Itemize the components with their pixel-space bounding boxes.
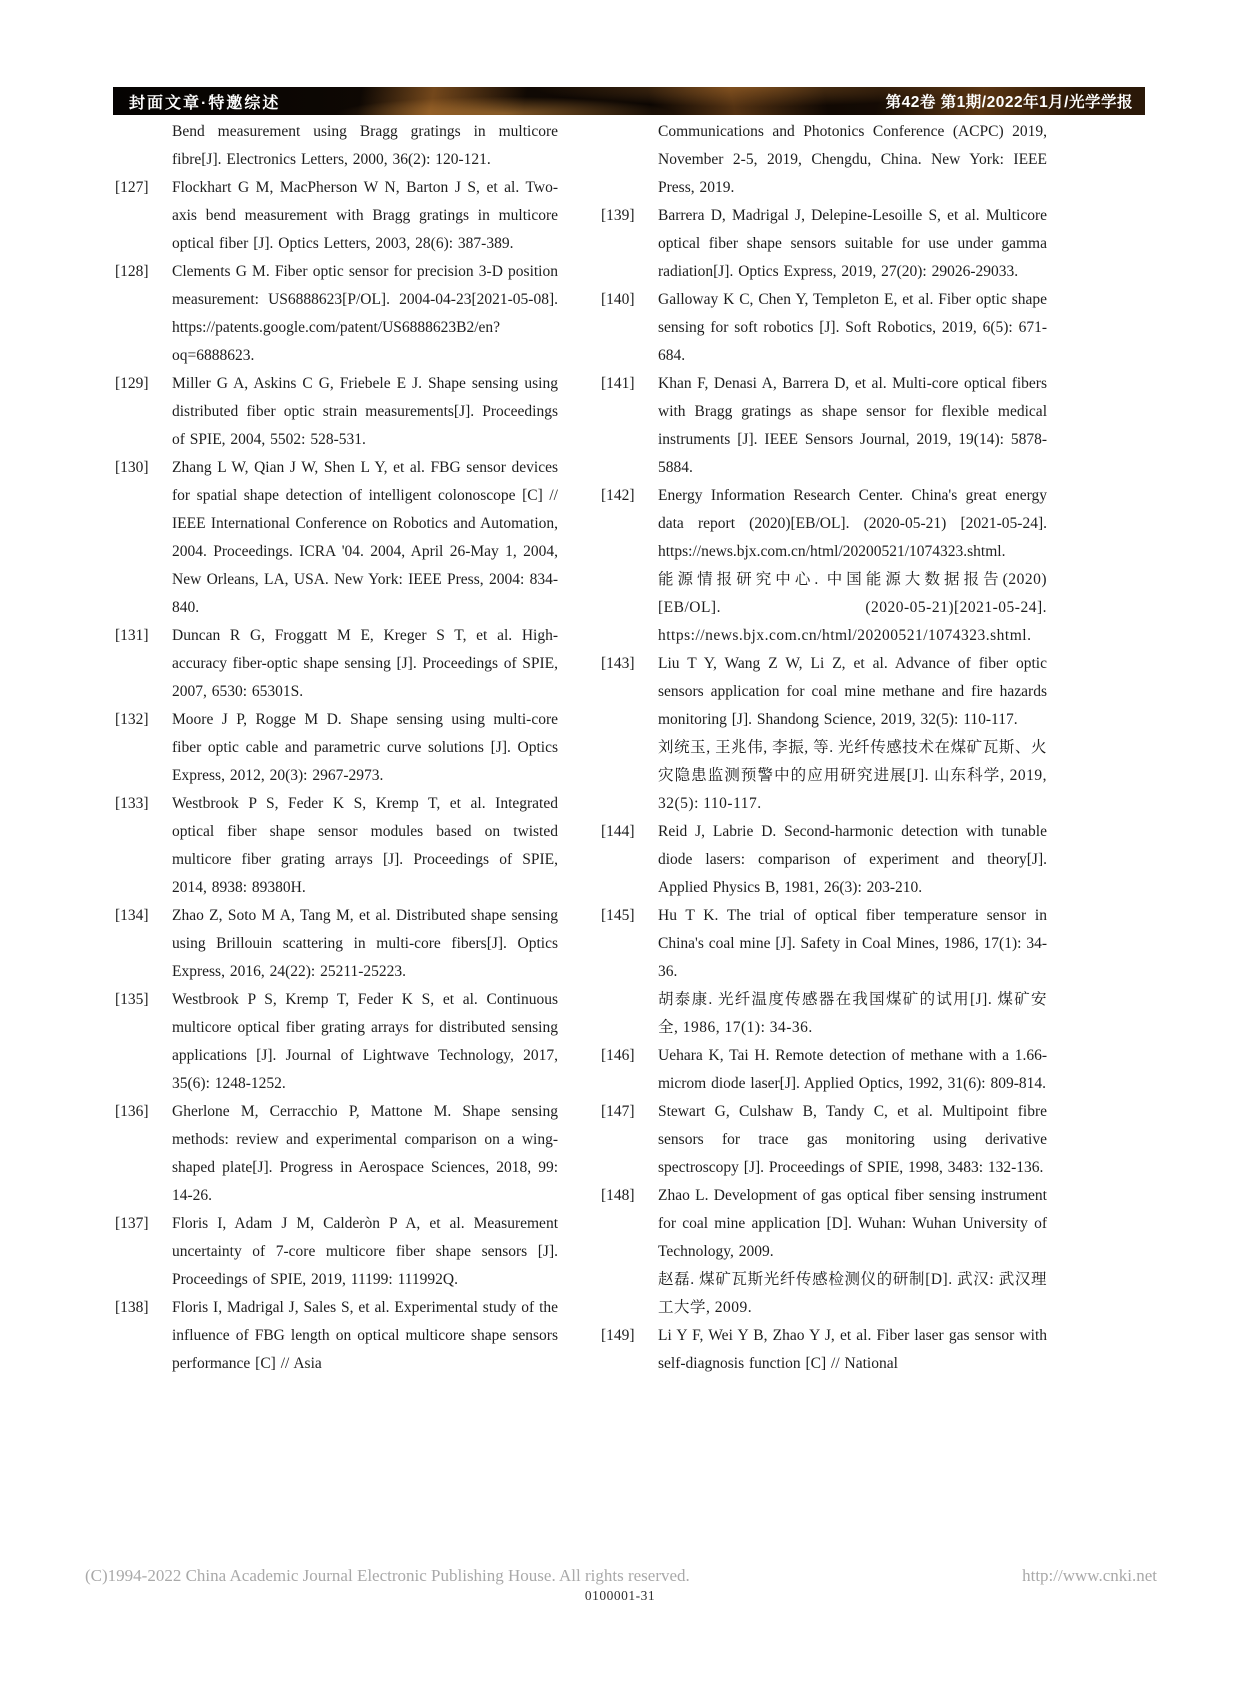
reference-item	[115, 790, 558, 902]
reference-item	[601, 370, 1047, 482]
copyright-text: (C)1994-2022 China Academic Journal Electronic Publishing House. All rights reserved.	[85, 1566, 690, 1585]
reference-number: [128]	[115, 263, 149, 280]
page-number: 0100001-31	[584, 1588, 656, 1603]
reference-text: Stewart G, Culshaw B, Tandy C, et al. Multipoint fibre sensors for trace gas monitoring using derivative spectroscopy [J]. Proceedings of SPIE, 1998, 3483: 132-136.	[658, 1103, 1047, 1176]
header-issue-info: 第42卷 第1期/2022年1月/光学学报	[885, 94, 1133, 111]
reference-text: Communications and Photonics Conference (ACPC) 2019, November 2-5, 2019, Chengdu, China. New York: IEEE Press, 2019.	[658, 123, 1047, 196]
reference-text: Moore J P, Rogge M D. Shape sensing using multi-core fiber optic cable and parametric curve solutions [J]. Optics Express, 2012, 20(3): 2967-2973.	[172, 711, 558, 784]
reference-item	[601, 482, 1047, 650]
reference-number: [144]	[601, 823, 635, 840]
references-column-left	[115, 118, 558, 1378]
reference-number: [146]	[601, 1047, 635, 1064]
footer-copyright-row	[85, 1566, 1157, 1586]
reference-text: Liu T Y, Wang Z W, Li Z, et al. Advance of fiber optic sensors application for coal mine methane and fire hazards monitoring [J]. Shandong Science, 2019, 32(5): 110-117.	[658, 655, 1047, 728]
reference-item	[115, 1210, 558, 1294]
reference-item	[115, 258, 558, 370]
reference-number: [136]	[115, 1103, 149, 1120]
references-column-right	[601, 118, 1047, 1378]
reference-text: Floris I, Madrigal J, Sales S, et al. Experimental study of the influence of FBG length on optical multicore shape sensors performance [C] // Asia	[172, 1299, 558, 1372]
reference-number: [135]	[115, 991, 149, 1008]
reference-text: Miller G A, Askins C G, Friebele E J. Shape sensing using distributed fiber optic strain measurements[J]. Proceedings of SPIE, 2004, 5502: 528-531.	[172, 375, 558, 448]
reference-item	[115, 706, 558, 790]
reference-number: [142]	[601, 487, 635, 504]
reference-number: [148]	[601, 1187, 635, 1204]
reference-number: [145]	[601, 907, 635, 924]
reference-text: Westbrook P S, Feder K S, Kremp T, et al. Integrated optical fiber shape sensor modules based on twisted multicore fiber grating arrays [J]. Proceedings of SPIE, 2014, 8938: 89380H.	[172, 795, 558, 896]
reference-item	[601, 1322, 1047, 1378]
reference-text: Energy Information Research Center. China's great energy data report (2020)[EB/OL]. (2020-05-21) [2021-05-24]. https://news.bjx.com.cn/html/20200521/1074323.shtml.	[658, 487, 1047, 560]
reference-number: [137]	[115, 1215, 149, 1232]
header-section-label: 封面文章·特邀综述	[129, 94, 281, 112]
reference-text: Reid J, Labrie D. Second-harmonic detection with tunable diode lasers: comparison of experiment and theory[J]. Applied Physics B, 1981, 26(3): 203-210.	[658, 823, 1047, 896]
reference-item	[601, 650, 1047, 818]
reference-text: Zhang L W, Qian J W, Shen L Y, et al. FBG sensor devices for spatial shape detection of intelligent colonoscope [C] // IEEE International Conference on Robotics and Automation, 2004. Proceedings. ICRA '04. 2004, April 26-May 1, 2004, New Orleans, LA, USA. New York: IEEE Press, 2004: 834-840.	[172, 459, 558, 616]
reference-text: 赵磊. 煤矿瓦斯光纤传感检测仪的研制[D]. 武汉: 武汉理工大学, 2009.	[658, 1271, 1047, 1316]
reference-item	[115, 622, 558, 706]
reference-item	[601, 1182, 1047, 1322]
reference-number: [129]	[115, 375, 149, 392]
reference-number: [147]	[601, 1103, 635, 1120]
reference-number: [127]	[115, 179, 149, 196]
reference-text: Galloway K C, Chen Y, Templeton E, et al. Fiber optic shape sensing for soft robotics [J]. Soft Robotics, 2019, 6(5): 671-684.	[658, 291, 1047, 364]
page-header-bar	[113, 87, 1145, 115]
reference-text: Gherlone M, Cerracchio P, Mattone M. Shape sensing methods: review and experimental comparison on a wing-shaped plate[J]. Progress in Aerospace Sciences, 2018, 99: 14-26.	[172, 1103, 558, 1204]
references-content	[115, 118, 1047, 1378]
reference-text: Zhao Z, Soto M A, Tang M, et al. Distributed shape sensing using Brillouin scattering in multi-core fibers[J]. Optics Express, 2016, 24(22): 25211-25223.	[172, 907, 558, 980]
reference-number: [143]	[601, 655, 635, 672]
reference-number: [139]	[601, 207, 635, 224]
reference-item	[115, 1294, 558, 1378]
reference-text: 胡泰康. 光纤温度传感器在我国煤矿的试用[J]. 煤矿安全, 1986, 17(1): 34-36.	[658, 991, 1047, 1036]
reference-text: Clements G M. Fiber optic sensor for precision 3-D position measurement: US6888623[P/OL]. 2004-04-23[2021-05-08]. https://patents.google.com/patent/US6888623B2/en?oq=6888623.	[172, 263, 558, 364]
reference-text: Uehara K, Tai H. Remote detection of methane with a 1.66-microm diode laser[J]. Applied Optics, 1992, 31(6): 809-814.	[658, 1047, 1047, 1092]
reference-item	[601, 1042, 1047, 1098]
reference-text: Barrera D, Madrigal J, Delepine-Lesoille S, et al. Multicore optical fiber shape sensors suitable for use under gamma radiation[J]. Optics Express, 2019, 27(20): 29026-29033.	[658, 207, 1047, 280]
reference-number: [140]	[601, 291, 635, 308]
reference-text: Khan F, Denasi A, Barrera D, et al. Multi-core optical fibers with Bragg gratings as shape sensor for flexible medical instruments [J]. IEEE Sensors Journal, 2019, 19(14): 5878-5884.	[658, 375, 1047, 476]
reference-item	[115, 1098, 558, 1210]
reference-item	[601, 818, 1047, 902]
reference-item	[115, 454, 558, 622]
reference-text: Zhao L. Development of gas optical fiber sensing instrument for coal mine application [D]. Wuhan: Wuhan University of Technology, 2009.	[658, 1187, 1047, 1260]
reference-item	[601, 118, 1047, 202]
reference-number: [138]	[115, 1299, 149, 1316]
reference-text: Floris I, Adam J M, Calderòn P A, et al. Measurement uncertainty of 7-core multicore fiber shape sensors [J]. Proceedings of SPIE, 2019, 11199: 111992Q.	[172, 1215, 558, 1288]
reference-text: Westbrook P S, Kremp T, Feder K S, et al. Continuous multicore optical fiber grating arrays for distributed sensing applications [J]. Journal of Lightwave Technology, 2017, 35(6): 1248-1252.	[172, 991, 558, 1092]
reference-text: 能源情报研究中心. 中国能源大数据报告(2020) [EB/OL]. (2020-05-21)[2021-05-24]. https://news.bjx.com.cn/html/20200521/1074323.shtml.	[658, 571, 1047, 644]
reference-number: [149]	[601, 1327, 635, 1344]
reference-number: [132]	[115, 711, 149, 728]
reference-item	[115, 370, 558, 454]
reference-item	[601, 286, 1047, 370]
reference-number: [130]	[115, 459, 149, 476]
reference-item	[115, 902, 558, 986]
reference-text: Hu T K. The trial of optical fiber temperature sensor in China's coal mine [J]. Safety in Coal Mines, 1986, 17(1): 34-36.	[658, 907, 1047, 980]
reference-number: [131]	[115, 627, 149, 644]
reference-item	[601, 902, 1047, 1042]
reference-item	[601, 202, 1047, 286]
reference-item	[115, 118, 558, 174]
reference-text: Duncan R G, Froggatt M E, Kreger S T, et al. High-accuracy fiber-optic shape sensing [J]. Proceedings of SPIE, 2007, 6530: 65301S.	[172, 627, 558, 700]
reference-text: Bend measurement using Bragg gratings in multicore fibre[J]. Electronics Letters, 2000, 36(2): 120-121.	[172, 123, 558, 168]
reference-item	[601, 1098, 1047, 1182]
reference-number: [133]	[115, 795, 149, 812]
reference-item	[115, 986, 558, 1098]
reference-text: Flockhart G M, MacPherson W N, Barton J S, et al. Two-axis bend measurement with Bragg gratings in multicore optical fiber [J]. Optics Letters, 2003, 28(6): 387-389.	[172, 179, 558, 252]
footer-url: http://www.cnki.net	[1022, 1566, 1157, 1585]
reference-number: [134]	[115, 907, 149, 924]
reference-number: [141]	[601, 375, 635, 392]
reference-item	[115, 174, 558, 258]
reference-text: Li Y F, Wei Y B, Zhao Y J, et al. Fiber laser gas sensor with self-diagnosis function [C] // National	[658, 1327, 1047, 1372]
reference-text: 刘统玉, 王兆伟, 李振, 等. 光纤传感技术在煤矿瓦斯、火灾隐患监测预警中的应用研究进展[J]. 山东科学, 2019, 32(5): 110-117.	[658, 739, 1047, 812]
